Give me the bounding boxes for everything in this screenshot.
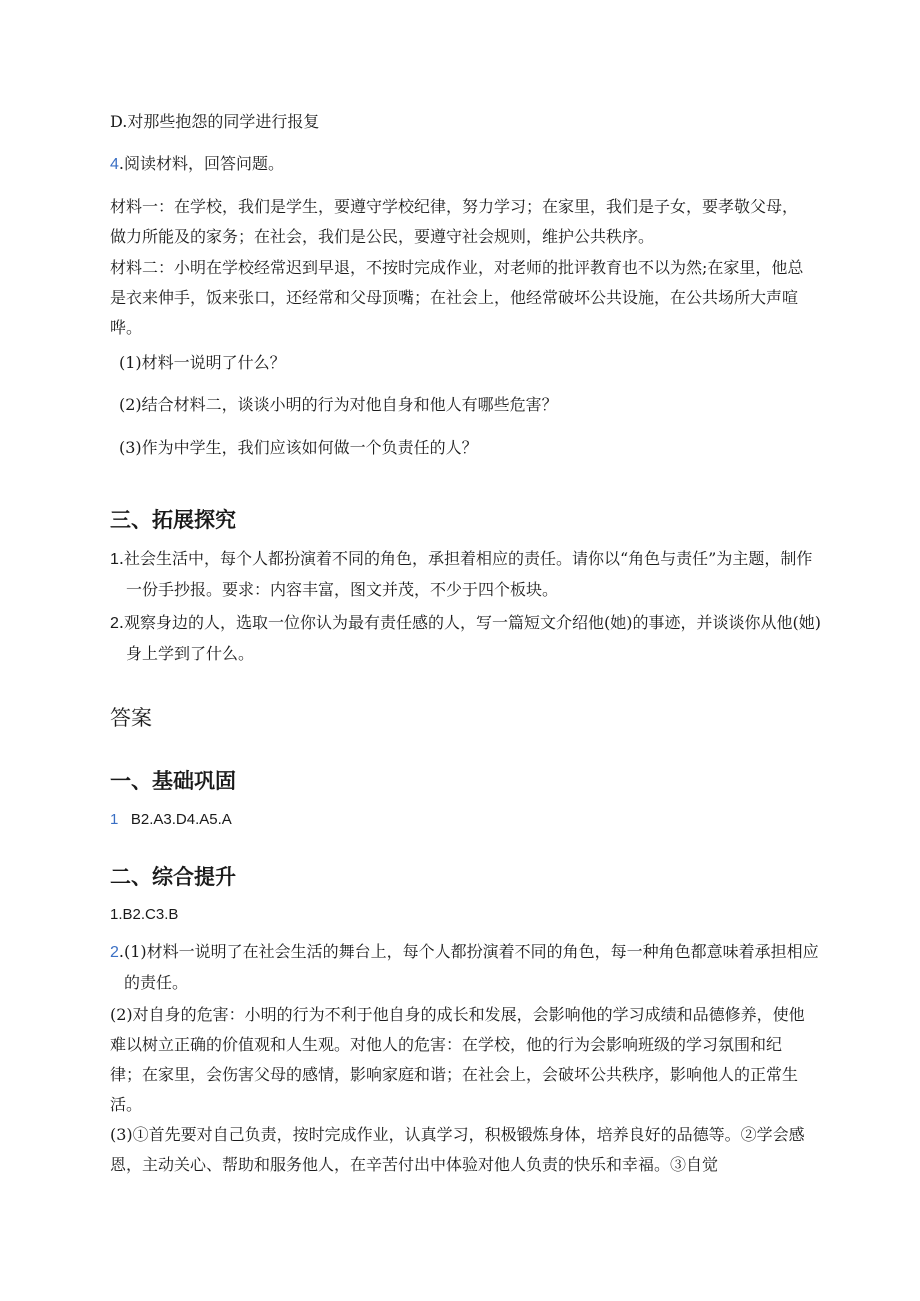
extension-item-1-text: .社会生活中，每个人都扮演着不同的角色，承担着相应的责任。请你以“角色与责任”为主题，制作一份手抄报。要求：内容丰富，图文并茂，不少于四个板块。: [118, 549, 813, 599]
sub-question-2: (2)结合材料二，谈谈小明的行为对他自身和他人有哪些危害？: [119, 395, 558, 414]
extension-item-2-number: 2: [110, 615, 119, 632]
answer-q2-number: 2: [110, 944, 119, 961]
answer-q2-part-1-text: .(1)材料一说明了在社会生活的舞台上，每个人都扮演着不同的角色，每一种角色都意味着承担相应的责任。: [118, 942, 819, 992]
material-2: 材料二：小明在学校经常迟到早退，不按时完成作业，对老师的批评教育也不以为然;在家里，他总是衣来伸手，饭来张口，还经常和父母顶嘴；在社会上，他经常破坏公共设施，在公共场所大声喧哗。: [110, 258, 804, 337]
answer-section-1-title: 一、基础巩固: [110, 769, 236, 793]
extension-item-2: [110, 608, 826, 669]
answer-section-2-title: 二、综合提升: [110, 865, 236, 889]
answer-section-1-text: B2.A3.D4.A5.A: [130, 811, 232, 828]
answer-q2-part-1: [110, 937, 824, 998]
extension-item-2-text: .观察身边的人，选取一位你认为最有责任感的人，写一篇短文介绍他(她)的事迹，并谈谈你从他(她)身上学到了什么。: [118, 613, 821, 663]
answer-q2-part-2: (2)对自身的危害：小明的行为不利于他自身的成长和发展，会影响他的学习成绩和品德修养，使他难以树立正确的价值观和人生观。对他人的危害：在学校，他的行为会影响班级的学习氛围和纪律；在家里，会伤害父母的感情，影响家庭和谐；在社会上，会破坏公共秩序，影响他人的正常生活。: [110, 1005, 805, 1114]
question-4-text: .阅读材料，回答问题。: [118, 154, 284, 173]
answer-q2-part-3: (3)①首先要对自己负责，按时完成作业，认真学习，积极锻炼身体，培养良好的品德等。②学会感恩，主动关心、帮助和服务他人，在辛苦付出中体验对他人负责的快乐和幸福。③自觉: [110, 1125, 805, 1174]
answer-section-2-line-1: 1.B2.C3.B: [110, 906, 179, 923]
material-1: 材料一：在学校，我们是学生，要遵守学校纪律，努力学习；在家里，我们是子女，要孝敬父母，做力所能及的家务；在社会，我们是公民，要遵守社会规则，维护公共秩序。: [110, 197, 799, 246]
question-4: [110, 149, 810, 180]
extension-item-1-number: 1: [110, 551, 119, 568]
sub-question-3: (3)作为中学生，我们应该如何做一个负责任的人？: [119, 438, 478, 457]
answer-title: 答案: [110, 706, 152, 730]
answer-section-1-number: 1: [110, 811, 119, 828]
answer-section-1-line: [110, 805, 810, 835]
question-4-number: 4: [110, 156, 119, 173]
sub-question-1: (1)材料一说明了什么？: [119, 353, 286, 372]
option-d: D.对那些抱怨的同学进行报复: [110, 112, 320, 131]
extension-item-1: [110, 544, 826, 605]
section-3-title: 三、拓展探究: [110, 508, 236, 532]
